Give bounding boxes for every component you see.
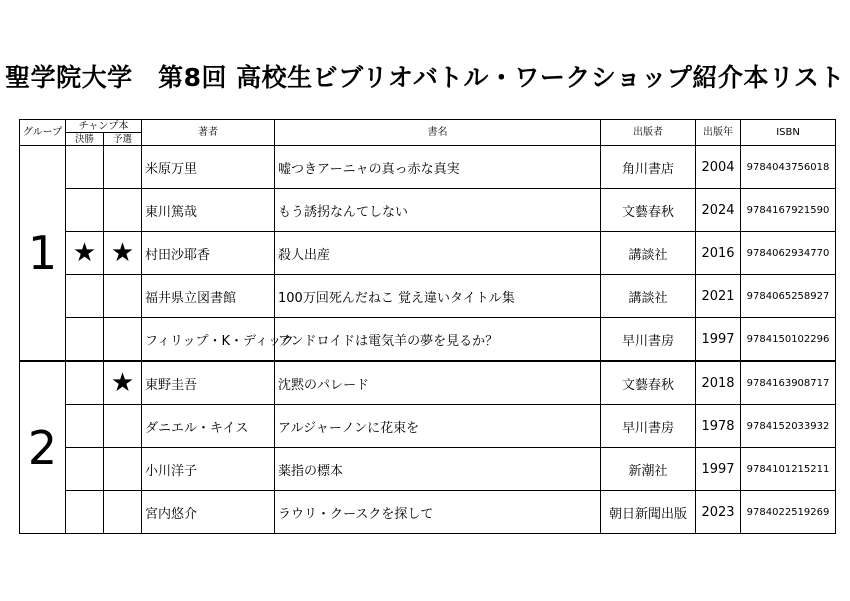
final-star-cell: ★ (66, 232, 104, 275)
table-header (20, 120, 836, 146)
prelim-star-cell (104, 275, 142, 318)
book-title-cell: 100万回死んだねこ 覚え違いタイトル集 (275, 275, 601, 318)
table-row (20, 491, 836, 534)
author-cell: 小川洋子 (142, 448, 275, 491)
table-row (20, 318, 836, 362)
final-star-cell (66, 491, 104, 534)
author-cell: 村田沙耶香 (142, 232, 275, 275)
header-group: グループ (20, 120, 66, 146)
table-row (20, 146, 836, 189)
publisher-cell: 文藝春秋 (601, 189, 696, 232)
group-1-block (20, 146, 836, 362)
final-star-cell (66, 448, 104, 491)
isbn-cell: 9784065258927 (741, 275, 836, 318)
table-row (20, 189, 836, 232)
publisher-cell: 朝日新聞出版 (601, 491, 696, 534)
author-cell: 福井県立図書館 (142, 275, 275, 318)
year-cell: 2021 (696, 275, 741, 318)
isbn-cell: 9784167921590 (741, 189, 836, 232)
book-title-cell: アンドロイドは電気羊の夢を見るか？ (275, 318, 601, 362)
group-2-block (20, 361, 836, 534)
final-star-cell (66, 405, 104, 448)
year-cell: 2018 (696, 361, 741, 405)
author-cell: 宮内悠介 (142, 491, 275, 534)
year-cell: 1997 (696, 318, 741, 362)
group-number: 1 (20, 146, 66, 362)
final-star-cell (66, 275, 104, 318)
year-cell: 2016 (696, 232, 741, 275)
prelim-star-cell (104, 318, 142, 362)
year-cell: 1997 (696, 448, 741, 491)
author-cell: ダニエル・キイス (142, 405, 275, 448)
book-title-cell: 薬指の標本 (275, 448, 601, 491)
publisher-cell: 早川書房 (601, 318, 696, 362)
author-cell: 東川篤哉 (142, 189, 275, 232)
header-author: 著者 (142, 120, 275, 146)
book-title-cell: ラウリ・クースクを探して (275, 491, 601, 534)
publisher-cell: 角川書店 (601, 146, 696, 189)
publisher-cell: 文藝春秋 (601, 361, 696, 405)
prelim-star-cell (104, 405, 142, 448)
isbn-cell: 9784062934770 (741, 232, 836, 275)
author-cell: 米原万里 (142, 146, 275, 189)
final-star-cell (66, 146, 104, 189)
table-row (20, 361, 836, 405)
isbn-cell: 9784043756018 (741, 146, 836, 189)
isbn-cell: 9784101215211 (741, 448, 836, 491)
header-champ: チャンプ本 (66, 120, 142, 133)
prelim-star-cell (104, 146, 142, 189)
table-row (20, 275, 836, 318)
table-row (20, 405, 836, 448)
isbn-cell: 9784152033932 (741, 405, 836, 448)
header-book-title: 書名 (275, 120, 601, 146)
header-year: 出版年 (696, 120, 741, 146)
prelim-star-cell: ★ (104, 232, 142, 275)
prelim-star-cell (104, 491, 142, 534)
table-row (20, 232, 836, 275)
book-title-cell: アルジャーノンに花束を (275, 405, 601, 448)
prelim-star-cell (104, 189, 142, 232)
book-title-cell: 沈黙のパレード (275, 361, 601, 405)
year-cell: 1978 (696, 405, 741, 448)
final-star-cell (66, 361, 104, 405)
table-row (20, 448, 836, 491)
book-title-cell: もう誘拐なんてしない (275, 189, 601, 232)
publisher-cell: 講談社 (601, 275, 696, 318)
isbn-cell: 9784150102296 (741, 318, 836, 362)
page-title: 聖学院大学 第8回 高校生ビブリオバトル・ワークショップ紹介本リスト (5, 63, 845, 92)
book-title-cell: 殺人出産 (275, 232, 601, 275)
year-cell: 2024 (696, 189, 741, 232)
publisher-cell: 講談社 (601, 232, 696, 275)
header-prelim: 予選 (104, 133, 142, 146)
header-final: 決勝 (66, 133, 104, 146)
book-title-cell: 嘘つきアーニャの真っ赤な真実 (275, 146, 601, 189)
author-cell: 東野圭吾 (142, 361, 275, 405)
final-star-cell (66, 318, 104, 362)
final-star-cell (66, 189, 104, 232)
publisher-cell: 新潮社 (601, 448, 696, 491)
year-cell: 2023 (696, 491, 741, 534)
year-cell: 2004 (696, 146, 741, 189)
group-number: 2 (20, 361, 66, 534)
publisher-cell: 早川書房 (601, 405, 696, 448)
author-cell: フィリップ・K・ディック (142, 318, 275, 362)
header-isbn: ISBN (741, 120, 836, 146)
prelim-star-cell (104, 448, 142, 491)
prelim-star-cell: ★ (104, 361, 142, 405)
header-publisher: 出版者 (601, 120, 696, 146)
isbn-cell: 9784022519269 (741, 491, 836, 534)
isbn-cell: 9784163908717 (741, 361, 836, 405)
book-list-table (19, 119, 836, 534)
